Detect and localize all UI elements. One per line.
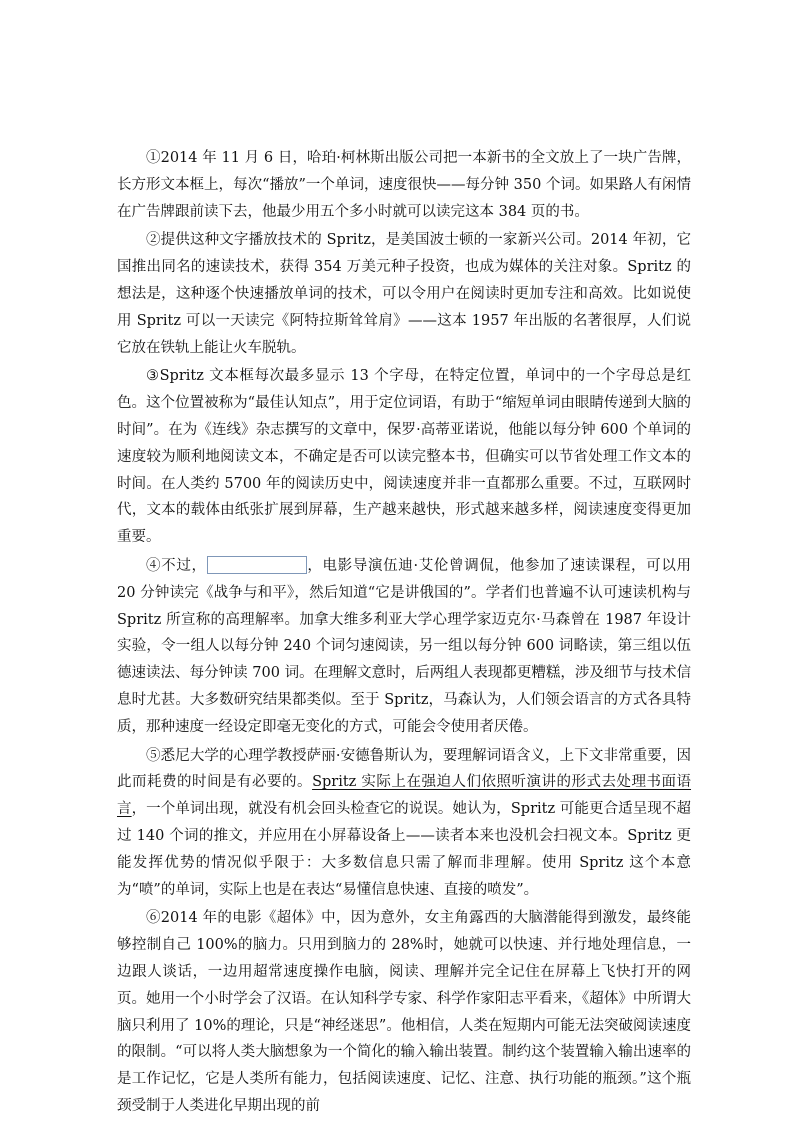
- paragraph-5: [117, 743, 691, 904]
- paragraph-5-lead: ⑤悉尼大学的心理学教授萨丽·安德鲁斯认为，要理解词语含义，上下文非常重要，因此而耗费的时间是有必要的。: [117, 747, 691, 791]
- paragraph-6: ⑥2014 年的电影《超体》中，因为意外，女主角露西的大脑潜能得到激发，最终能够控制自己 100%的脑力。只用到脑力的 28%时，她就可以快速、并行地处理信息，一边跟人谈话，一边用超常速度操作电脑，阅读、理解并完全记住在屏幕上飞快打开的网页。她用一个小时学会了汉语。在认知科学专家、科学作家阳志平看来，《超体》中所谓大脑只利用了 10%的理论，只是“神经迷思”。他相信，人类在短期内可能无法突破阅读速度的限制。“可以将人类大脑想象为一个简化的输入输出装置。制约这个装置输入输出速率的是工作记忆，它是人类所有能力，包括阅读速度、记忆、注意、执行功能的瓶颈。”这个瓶颈受制于人类进化早期出现的前: [117, 910, 691, 1114]
- paragraph-4-rest: ，电影导演伍迪·艾伦曾调侃，他参加了速读课程，可以用 20 分钟读完《战争与和平》，然后知道“它是讲俄国的”。学者们也普遍不认可速读机构与 Spritz 所宣称的高理解率。加拿大维多利亚大学心理学家迈克尔·马森曾在 1987 年设计实验，令一组人以每分钟 240 个词匀速阅读，另一组以每分钟 600 词略读，第三组以伍德速读法、每分钟读 700 词。在理解文意时，后两组人表现都更糟糕，涉及细节与技术信息时尤甚。大多数研究结果都类似。至于 Spritz，马森认为，人们领会语言的方式各具特质，那种速度一经设定即毫无变化的方式，可能会令使用者厌倦。: [117, 557, 692, 735]
- answer-blank-box[interactable]: [207, 556, 307, 574]
- paragraph-2: ②提供这种文字播放技术的 Spritz，是美国波士顿的一家新兴公司。2014 年初，它国推出同名的速读技术，获得 354 万美元种子投资，也成为媒体的关注对象。Spritz 的想法是，这种逐个快速播放单词的技术，可以令用户在阅读时更加专注和高效。比如说使用 Spritz 可以一天读完《阿特拉斯耸耸肩》——这本 1957 年出版的名著很厚，人们说它放在铁轨上能让火车脱轨。: [117, 232, 691, 356]
- paragraph-4-lead: ④不过，: [146, 557, 207, 574]
- underlined-sentence: Spritz 实际上在强迫人们依照听演讲的形式去处理书面语言: [117, 774, 692, 818]
- document-page: [117, 145, 691, 1120]
- paragraph-1: ①2014 年 11 月 6 日，哈珀·柯林斯出版公司把一本新书的全文放上了一块广告牌，长方形文本框上，每次“播放”一个单词，速度很快——每分钟 350 个词。如果路人有闲情在广告牌跟前读下去，他最少用五个多小时就可以读完这本 384 页的书。: [117, 150, 691, 220]
- paragraph-3: ③Spritz 文本框每次最多显示 13 个字母，在特定位置，单词中的一个字母总是红色。这个位置被称为“最佳认知点”，用于定位词语，有助于“缩短单词由眼睛传递到大脑的时间”。在为《连线》杂志撰写的文章中，保罗·高蒂亚诺说，他能以每分钟 600 个单词的速度较为顺利地阅读文本，不确定是否可以读完整本书，但确实可以节省处理工作文本的时间。在人类约 5700 年的阅读历史中，阅读速度并非一直都那么重要。不过，互联网时代，文本的载体由纸张扩展到屏幕，生产越来越快，形式越来越多样，阅读速度变得更加重要。: [117, 368, 691, 546]
- paragraph-5-rest: ，一个单词出现，就没有机会回头检查它的说误。她认为，Spritz 可能更合适呈现不超过 140 个词的推文，并应用在小屏幕设备上——读者本来也没机会扫视文本。Spritz 更能发挥优势的情况似乎限于：大多数信息只需了解而非理解。使用 Spritz 这个本意为“喷”的单词，实际上也是在表达“易懂信息快速、直接的喷发”。: [117, 801, 692, 898]
- paragraph-4: [117, 553, 691, 741]
